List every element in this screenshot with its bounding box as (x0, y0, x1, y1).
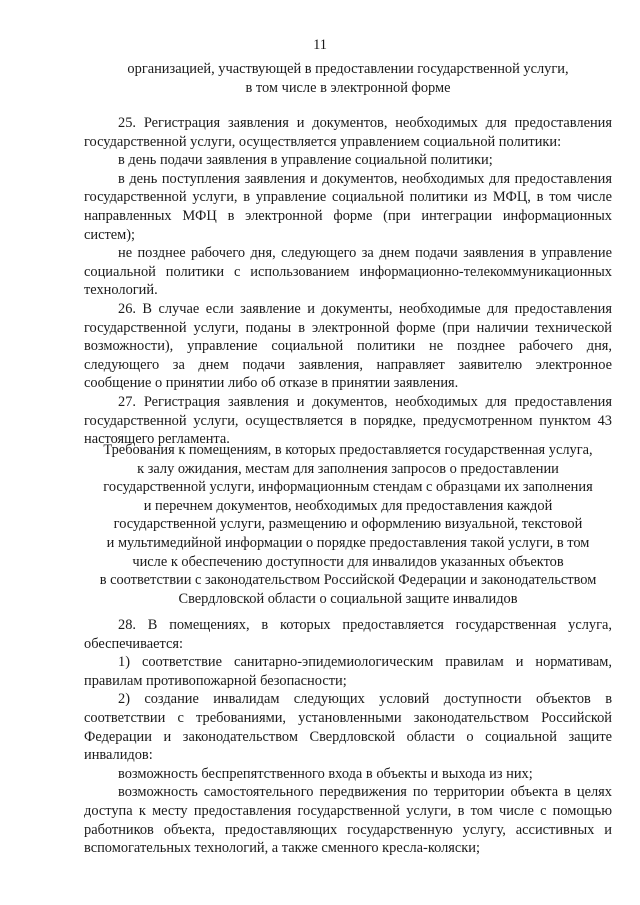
paragraph-25: 25. Регистрация заявления и документов, необходимых для предоставления государственной услуги, осуществляется управлением социальной политики: (84, 115, 612, 150)
heading-line: к залу ожидания, местам для заполнения запросов о предоставлении (137, 460, 559, 477)
heading-line: организацией, участвующей в предоставлении государственной услуги, (127, 61, 569, 77)
heading-line: государственной услуги, размещению и оформлению визуальной, текстовой (113, 516, 583, 533)
section-heading (84, 441, 612, 608)
paragraph-item: возможность беспрепятственного входа в объекты и выхода из них; (118, 765, 533, 782)
paragraph-item: не позднее рабочего дня, следующего за днем подачи заявления в управление социальной политики с использованием информационно-телекоммуникационных технологий. (84, 245, 612, 299)
paragraph-27: 27. Регистрация заявления и документов, необходимых для предоставления государственной услуги, осуществляется в порядке, предусмотренном пунктом 43 настоящего регламента. (84, 393, 612, 448)
paragraph-item: в день поступления заявления и документов, необходимых для предоставления государственной услуги, в управление социальной политики из МФЦ, в том числе направленных МФЦ в электронной форме (при интеграции информационных систем); (84, 170, 612, 243)
paragraph-26: 26. В случае если заявление и документы, необходимые для предоставления государственной услуги, поданы в электронной форме (при наличии технической возможности), управление социальной политики не позднее рабочего дня, следующего за днем подачи заявления, направляет заявителю электронное сообщение о принятии либо об отказе в принятии заявления. (84, 300, 612, 392)
heading-line: и мультимедийной информации о порядке предоставления такой услуги, в том (106, 534, 590, 551)
registration-paragraphs (84, 114, 612, 449)
paragraph-28: 28. В помещениях, в которых предоставляется государственная услуга, обеспечивается: (84, 617, 612, 652)
paragraph-item: 1) соответствие санитарно-эпидемиологическим правилам и нормативам, правилам противопожарной безопасности; (84, 654, 612, 689)
page-number: 11 (313, 37, 327, 53)
premises-paragraphs (84, 616, 612, 858)
paragraph-item: 2) создание инвалидам следующих условий доступности объектов в соответствии с требованиями, установленными законодательством Российской Федерации и законодательством Свердловской области о социальной защите инвалидов: (84, 691, 612, 764)
heading-line: государственной услуги, информационным стендам с образцами их заполнения (103, 479, 593, 496)
section-heading-tail (84, 60, 612, 97)
heading-line: и перечнем документов, необходимых для предоставления каждой (143, 497, 553, 514)
heading-line: в соответствии с законодательством Российской Федерации и законодательством (99, 572, 597, 589)
heading-line: Требования к помещениям, в которых предоставляется государственная услуга, (103, 442, 593, 458)
heading-line: в том числе в электронной форме (245, 79, 451, 96)
paragraph-item: в день подачи заявления в управление социальной политики; (118, 152, 493, 169)
heading-line: числе к обеспечению доступности для инвалидов указанных объектов (132, 553, 564, 570)
paragraph-item: возможность самостоятельного передвижения по территории объекта в целях доступа к месту предоставления государственной услуги, в том числе с помощью работников объекта, предоставляющих государственную услугу, ассистивных и вспомогательных технологий, а также сменного кресла-коляски; (84, 784, 612, 857)
heading-line: Свердловской области о социальной защите инвалидов (178, 590, 518, 607)
